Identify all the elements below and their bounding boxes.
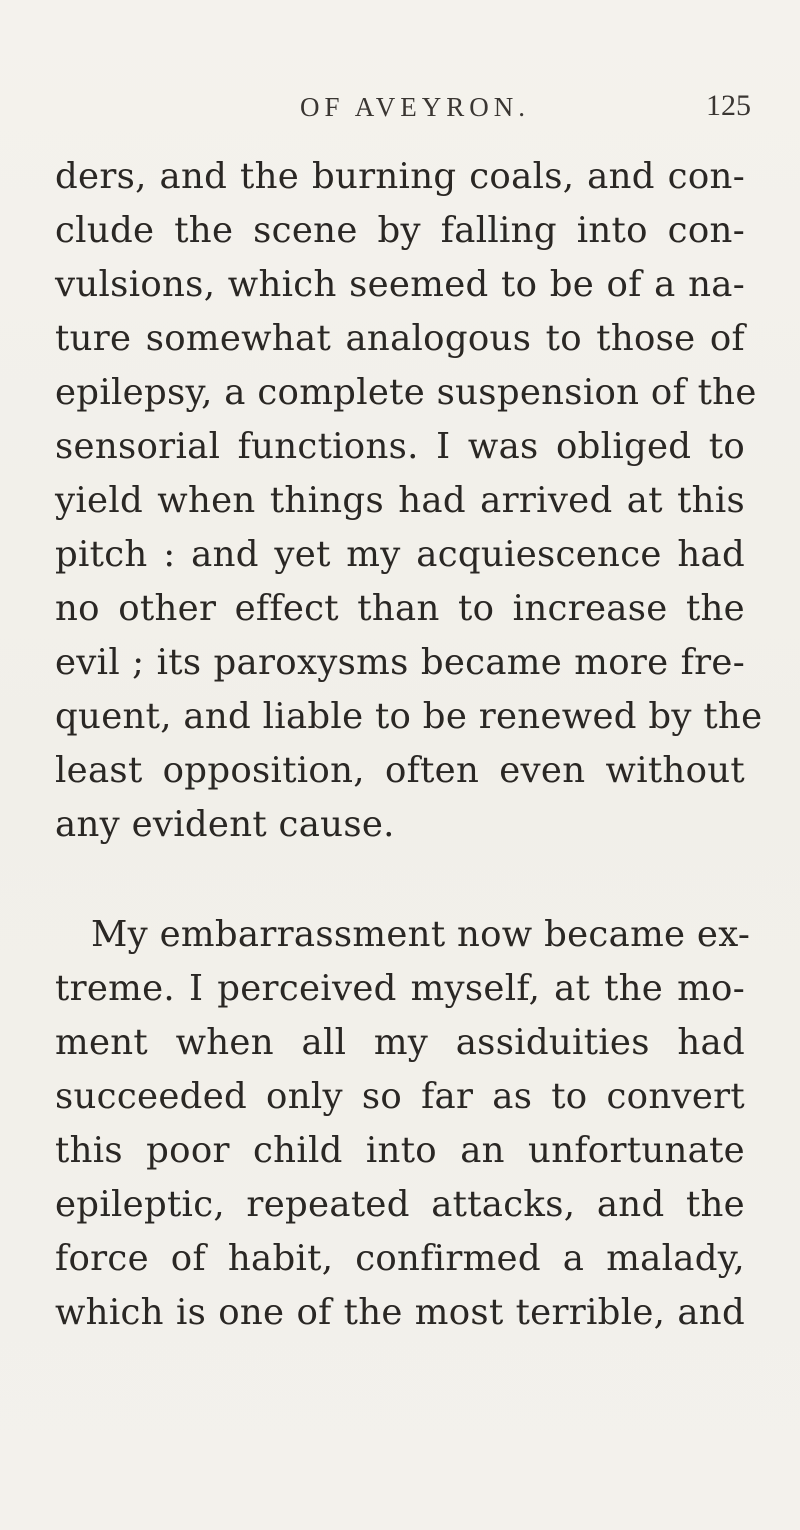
text-line: evil ; its paroxysms became more fre- [55,642,745,683]
body-text [55,150,763,1340]
text-line: vulsions, which seemed to be of a na- [55,264,745,305]
text-line: no other effect than to increase the [55,588,745,629]
text-line: succeeded only so far as to convert [55,1076,745,1117]
text-line: which is one of the most terrible, and [55,1292,745,1333]
page-number: 125 [706,89,751,122]
text-line: least opposition, often even without [55,750,745,791]
text-line: force of habit, confirmed a malady, [55,1238,745,1279]
text-line: ture somewhat analogous to those of [55,318,745,359]
text-line: ment when all my assiduities had [55,1022,745,1063]
text-line: any evident cause. [55,804,395,845]
text-line: epilepsy, a complete suspension of the [55,372,757,413]
text-line: yield when things had arrived at this [55,480,745,521]
text-line: clude the scene by falling into con- [55,210,745,251]
running-head: OF AVEYRON. [300,92,531,122]
text-line: this poor child into an unfortunate [55,1130,745,1171]
paragraph-2 [55,908,751,1340]
paragraph-spacer [55,852,745,908]
text-line: sensorial functions. I was obliged to [55,426,745,467]
paragraph-1 [55,150,763,852]
text-line: My embarrassment now became ex- [91,914,751,955]
text-line: treme. I perceived myself, at the mo- [55,968,745,1009]
text-line: epileptic, repeated attacks, and the [55,1184,745,1225]
text-line: pitch : and yet my acquiescence had [55,534,745,575]
text-line: ders, and the burning coals, and con- [55,156,745,197]
text-line: quent, and liable to be renewed by the [55,696,763,737]
